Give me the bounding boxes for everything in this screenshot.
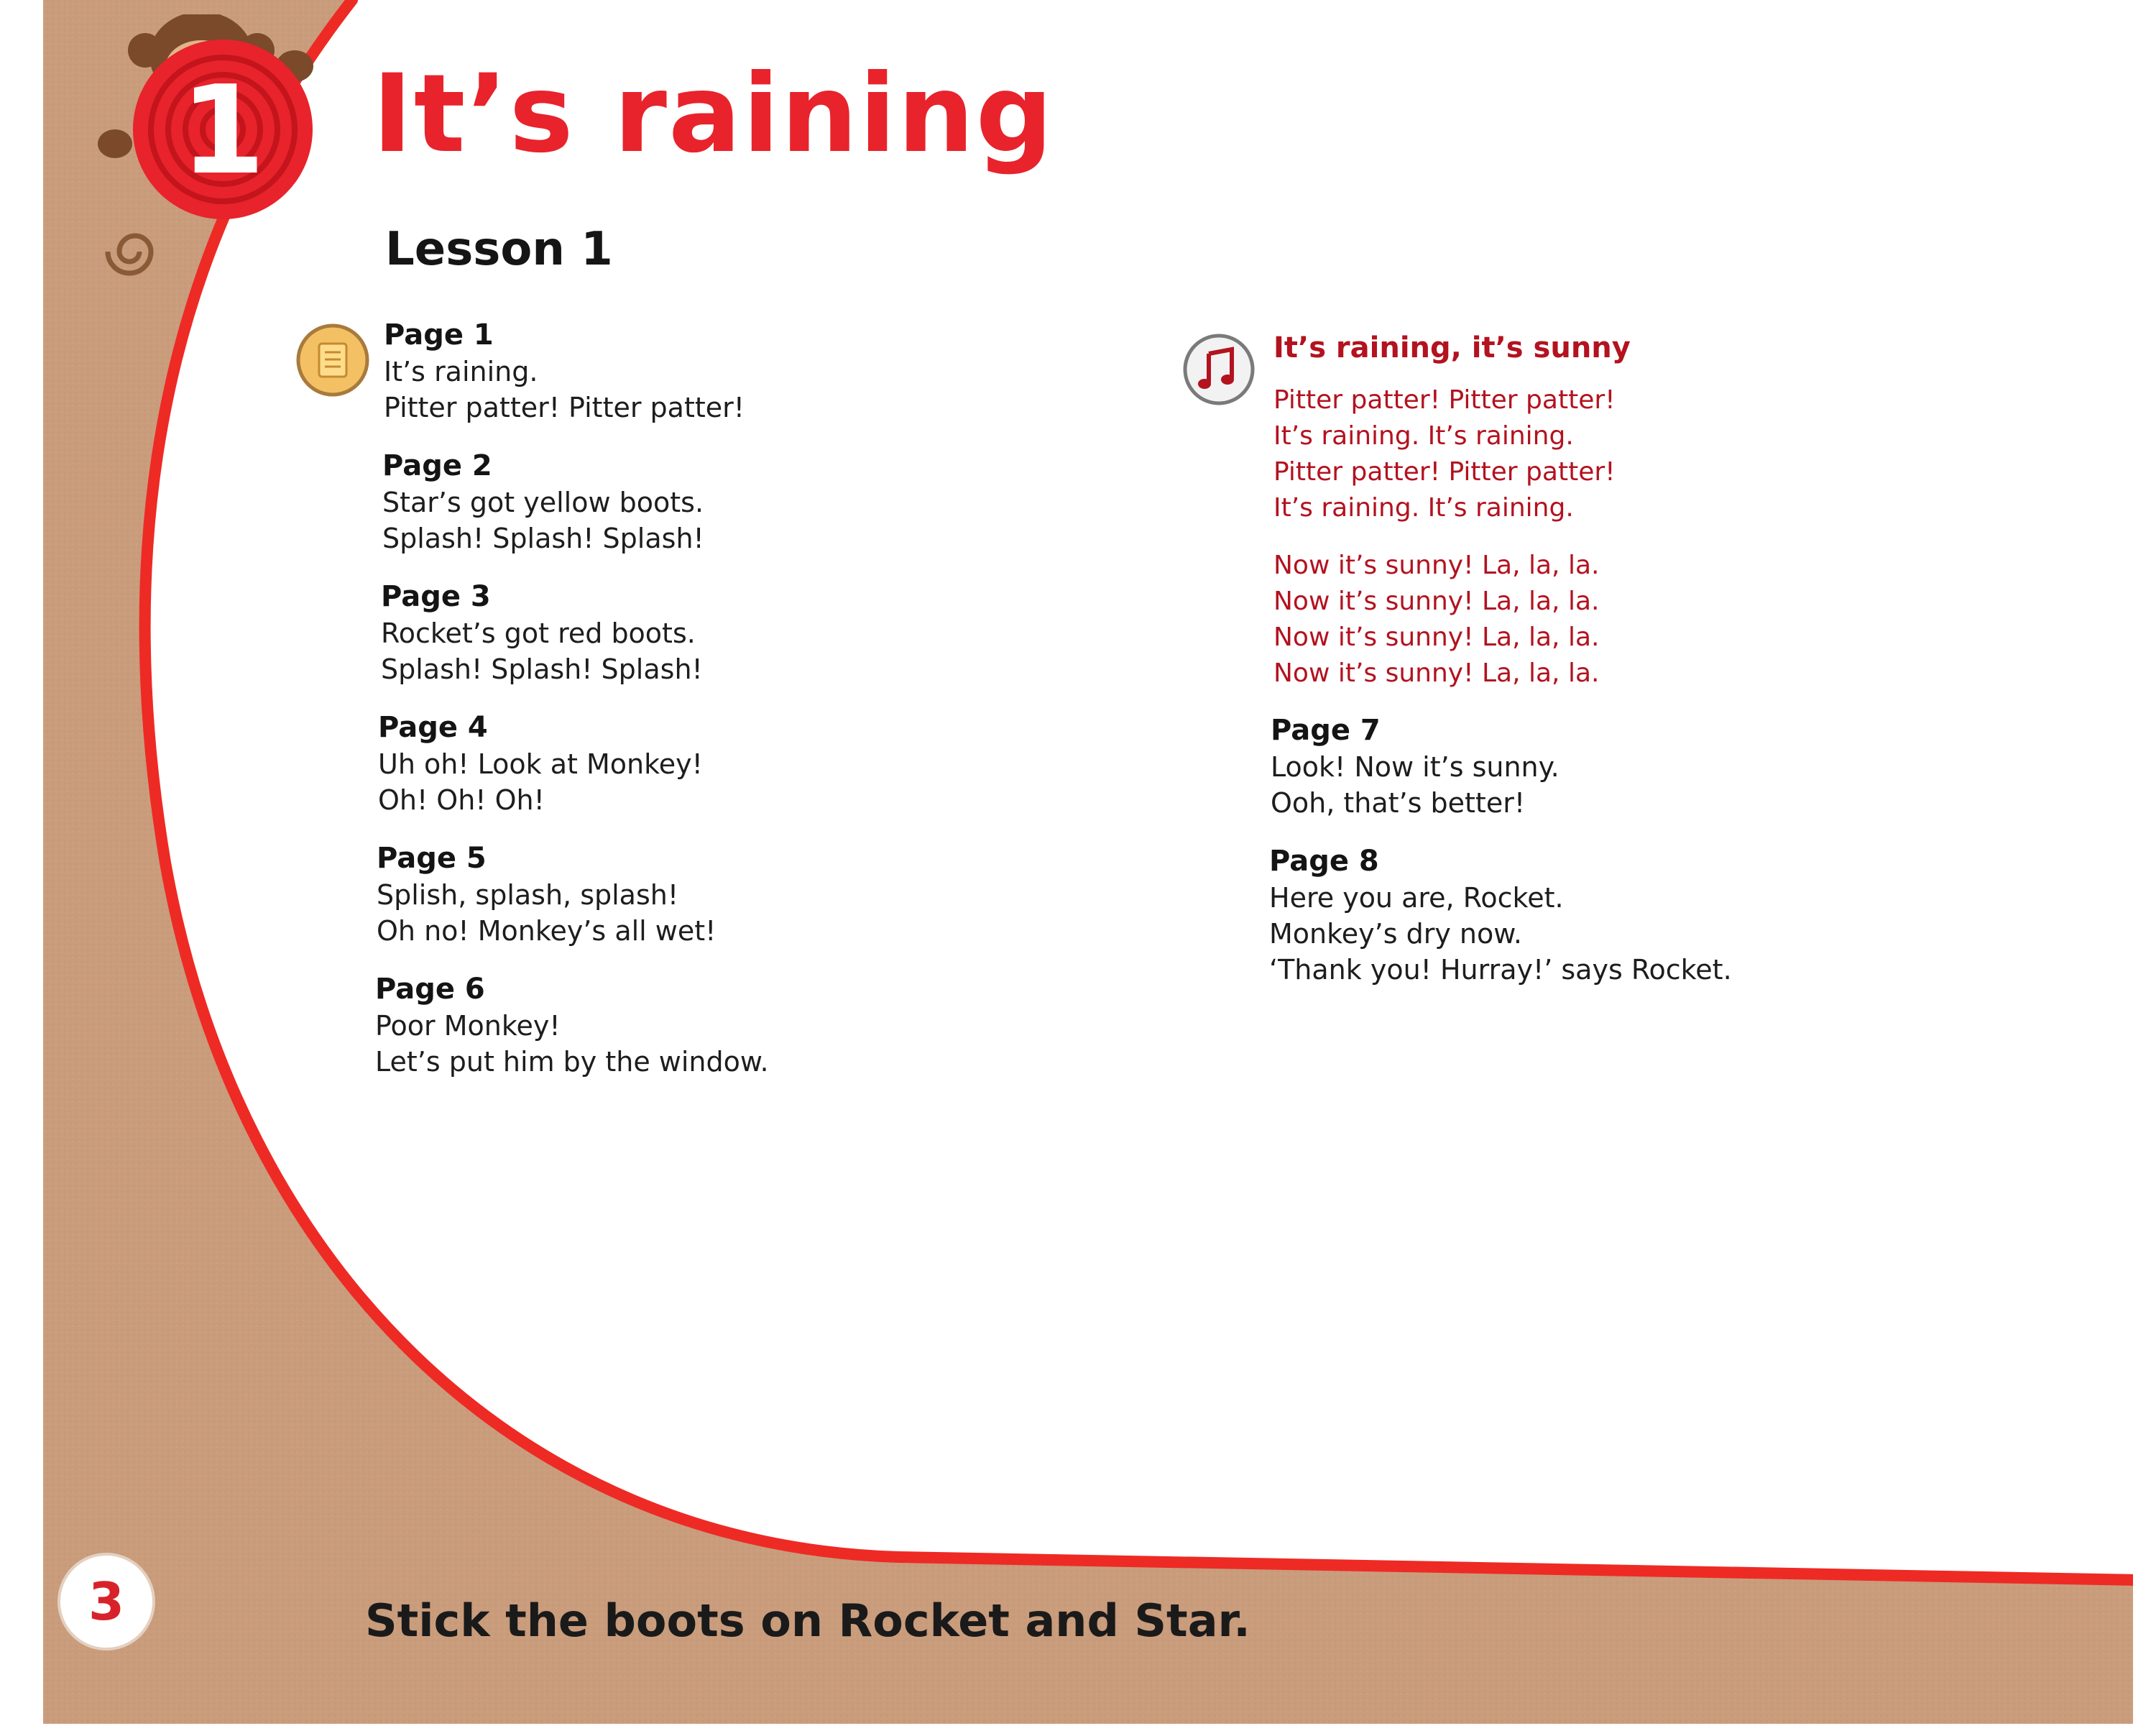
story-line: Rocket’s got red boots. bbox=[381, 617, 696, 649]
story-line: Pitter patter! Pitter patter! bbox=[384, 392, 745, 423]
page-heading: Page 4 bbox=[378, 711, 488, 744]
story-page-5 bbox=[377, 840, 716, 949]
page-heading: Page 7 bbox=[1271, 714, 1381, 747]
unit-title: It’s raining bbox=[372, 52, 1054, 177]
story-line: It’s raining. bbox=[384, 356, 538, 387]
story-line: Look! Now it’s sunny. bbox=[1271, 751, 1560, 783]
page-heading: Page 8 bbox=[1269, 845, 1379, 878]
song-line: Pitter patter! Pitter patter! bbox=[1273, 385, 1616, 415]
story-line: Monkey’s dry now. bbox=[1269, 918, 1522, 950]
song bbox=[1273, 329, 1631, 713]
story-line: Splish, splash, splash! bbox=[377, 879, 679, 911]
song-line: Now it’s sunny! La, la, la. bbox=[1273, 551, 1600, 580]
story-page-3 bbox=[381, 578, 703, 687]
song-line: Now it’s sunny! La, la, la. bbox=[1273, 623, 1600, 652]
story-page-1 bbox=[384, 316, 745, 426]
story-line: Oh! Oh! Oh! bbox=[378, 784, 545, 816]
story-page-4 bbox=[378, 709, 703, 818]
story-line: Oh no! Monkey’s all wet! bbox=[377, 915, 717, 947]
lesson-title: Lesson 1 bbox=[385, 223, 613, 276]
story-line: Let’s put him by the window. bbox=[375, 1046, 769, 1078]
story-line: Ooh, that’s better! bbox=[1271, 787, 1526, 819]
story-page-7 bbox=[1271, 712, 1560, 821]
page-heading: Page 3 bbox=[381, 580, 491, 613]
song-line: It’s raining. It’s raining. bbox=[1273, 421, 1574, 451]
song-stanza-1 bbox=[1273, 382, 1631, 526]
page-number: 3 bbox=[57, 1553, 155, 1650]
story-line: Splash! Splash! Splash! bbox=[382, 523, 704, 554]
story-line: Splash! Splash! Splash! bbox=[381, 653, 703, 685]
story-line: Poor Monkey! bbox=[375, 1010, 561, 1042]
book-icon bbox=[295, 322, 371, 398]
unit-badge bbox=[86, 14, 345, 302]
story-page-8 bbox=[1269, 842, 1732, 988]
music-note-icon bbox=[1181, 332, 1256, 407]
song-stanza-2 bbox=[1273, 548, 1631, 692]
story-page-2 bbox=[382, 447, 704, 556]
song-line: Now it’s sunny! La, la, la. bbox=[1273, 658, 1600, 688]
story-line: ‘Thank you! Hurray!’ says Rocket. bbox=[1269, 954, 1732, 986]
song-line: Pitter patter! Pitter patter! bbox=[1273, 457, 1616, 487]
song-title: It’s raining, it’s sunny bbox=[1273, 331, 1631, 364]
page-heading: Page 2 bbox=[382, 449, 492, 482]
story-line: Uh oh! Look at Monkey! bbox=[378, 748, 703, 780]
song-line: It’s raining. It’s raining. bbox=[1273, 493, 1574, 523]
page-heading: Page 5 bbox=[377, 842, 487, 875]
page-heading: Page 1 bbox=[384, 318, 494, 352]
story-line: Star’s got yellow boots. bbox=[382, 487, 704, 518]
page-heading: Page 6 bbox=[375, 973, 485, 1006]
song-line: Now it’s sunny! La, la, la. bbox=[1273, 587, 1600, 616]
story-page-6 bbox=[375, 970, 769, 1080]
activity-instruction: Stick the boots on Rocket and Star. bbox=[365, 1594, 1250, 1647]
story-line: Here you are, Rocket. bbox=[1269, 882, 1564, 914]
unit-number: 1 bbox=[180, 60, 266, 202]
